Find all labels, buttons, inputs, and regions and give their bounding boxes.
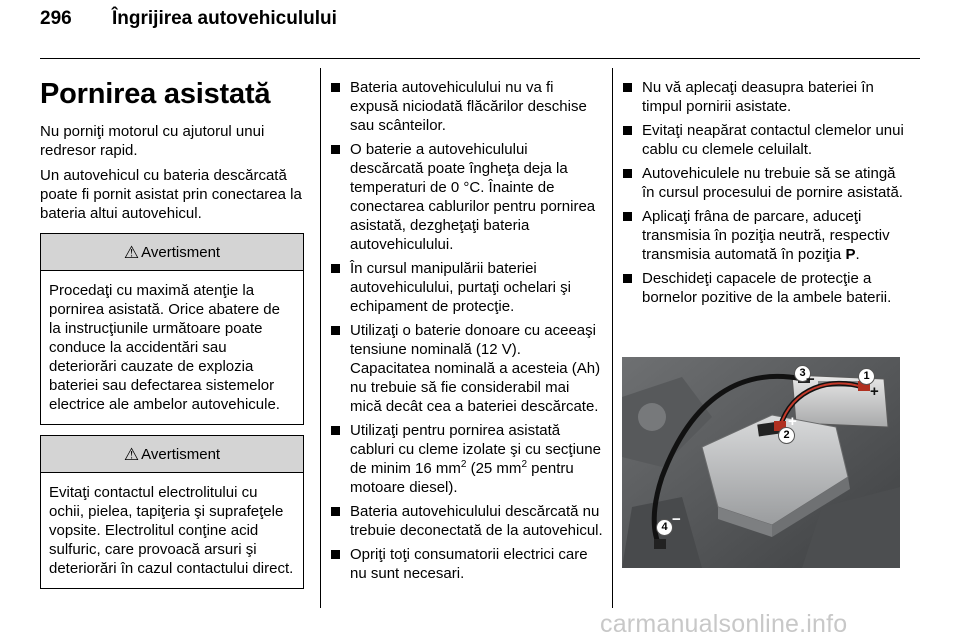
list-item: Nu vă aplecaţi deasupra bateriei în timpul pornirii asistate.: [622, 78, 907, 116]
page-title: Pornirea asistată: [40, 78, 271, 110]
right-column: [622, 78, 907, 312]
bullet-square-icon: [331, 83, 340, 92]
minus-sign-icon: −: [806, 371, 815, 388]
left-column: [40, 78, 304, 599]
list-item: Autovehiculele nu trebuie să se atingă în cursul procesului de pornire asistată.: [622, 164, 907, 202]
clamp-4: [654, 539, 666, 549]
page-header: [40, 8, 337, 44]
column-divider: [612, 68, 613, 608]
warning-header: [41, 234, 303, 271]
bullet-square-icon: [623, 274, 632, 283]
warning-box: [40, 435, 304, 589]
warning-triangle-icon: ⚠: [123, 444, 140, 464]
list-item: O baterie a autovehiculului descărcată poate îngheţa deja la temperaturi de 0 °C. Înainte de conectarea cablurilor pentru pornirea asistată, dezgheţaţi bateria autovehiculului.: [330, 140, 605, 254]
intro-paragraph: Nu porniţi motorul cu ajutorul unui redresor rapid.: [40, 123, 265, 159]
bullet-square-icon: [623, 212, 632, 221]
section-title: Îngrijirea autovehiculului: [112, 8, 337, 29]
list-item: Evitaţi neapărat contactul clemelor unui cablu cu clemele celuilalt.: [622, 121, 907, 159]
bullet-square-icon: [331, 264, 340, 273]
page-number: 296: [40, 8, 72, 29]
middle-column: [330, 78, 605, 588]
callout-4: 4: [656, 519, 673, 536]
intro-paragraph: Un autovehicul cu bateria descărcată poate fi pornit asistat prin conectarea la bateria altui autovehicul.: [40, 167, 302, 222]
watermark: carmanualsonline.info: [600, 610, 848, 638]
callout-2: 2: [778, 427, 795, 444]
warning-text: Procedaţi cu maximă atenţie la pornirea asistată. Orice abatere de la instrucţiunile următoare poate conduce la accidentări sau deteriorări cauzate de explozia bateriei sau defectarea sistemelor electrice ale ambelor autovehicule.: [49, 282, 280, 413]
list-item: Opriţi toţi consumatorii electrici care nu sunt necesari.: [330, 545, 605, 583]
list-item: Utilizaţi o baterie donoare cu aceeaşi tensiune nominală (12 V). Capacitatea nominală a acesteia (Ah) nu trebuie să fie considerabil mai mică decât cea a bateriei descărcate.: [330, 321, 605, 416]
warning-heading: Avertisment: [141, 243, 221, 261]
bullet-square-icon: [331, 426, 340, 435]
engine-part: [638, 403, 666, 431]
column-divider: [320, 68, 321, 608]
callout-1: 1: [858, 368, 875, 385]
bullet-square-icon: [331, 145, 340, 154]
bullet-square-icon: [623, 126, 632, 135]
warning-heading: Avertisment: [141, 445, 221, 463]
bullet-square-icon: [331, 550, 340, 559]
plus-sign-icon: +: [788, 413, 797, 430]
warning-box: [40, 233, 304, 425]
bullet-square-icon: [331, 326, 340, 335]
minus-sign-icon: −: [672, 511, 681, 528]
list-item: Bateria autovehiculului descărcată nu trebuie deconectată de la autovehicul.: [330, 502, 605, 540]
warning-text: Evitaţi contactul electrolitului cu ochii, pielea, tapiţeria şi suprafeţele vopsite. Electrolitul conţine acid sulfuric, care provoacă arsuri şi deteriorări în cazul contactului direct.: [49, 484, 294, 577]
bullet-square-icon: [623, 169, 632, 178]
list-item: Bateria autovehiculului nu va fi expusă niciodată flăcărilor deschise sau scânteilor.: [330, 78, 605, 135]
warning-header: [41, 436, 303, 473]
bullet-square-icon: [331, 507, 340, 516]
plus-sign-icon: +: [870, 383, 879, 400]
battery-illustration: [622, 357, 900, 568]
list-item: Utilizaţi pentru pornirea asistată cabluri cu cleme izolate şi cu secţiune de minim 16 $mm^2$ (25 $mm^2$ pentru motoare diesel).: [330, 421, 605, 497]
list-item: Deschideţi capacele de protecţie a bornelor pozitive de la ambele baterii.: [622, 269, 907, 307]
header-rule: [40, 58, 920, 59]
bullet-square-icon: [623, 83, 632, 92]
callout-3: 3: [794, 365, 811, 382]
engine-bay-drawing: [622, 357, 900, 568]
list-item: Aplicaţi frâna de parcare, aduceţi transmisia în poziţia neutră, respectiv transmisia automată în poziţia P.: [622, 207, 907, 264]
warning-triangle-icon: ⚠: [123, 242, 140, 262]
list-item: În cursul manipulării bateriei autovehiculului, purtaţi ochelari şi echipament de protecţie.: [330, 259, 605, 316]
